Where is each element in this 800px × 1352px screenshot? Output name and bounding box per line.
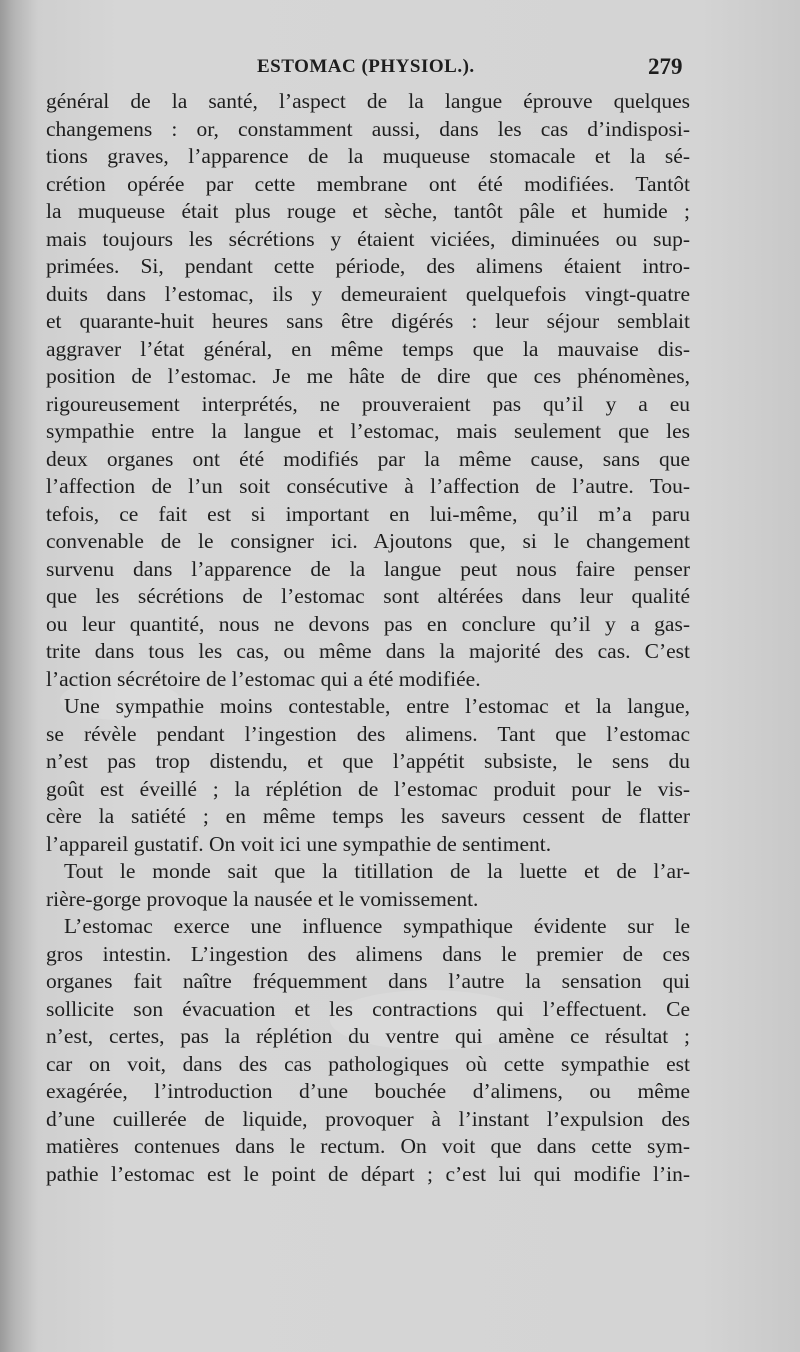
text-line: gros intestin. L’ingestion des alimens dans le premier de ces xyxy=(46,941,690,966)
text-line: aggraver l’état général, en même temps que la mauvaise dis- xyxy=(46,336,690,361)
paragraph-start-line: Une sympathie moins contestable, entre l’estomac et la langue, xyxy=(64,694,690,718)
paragraph-end-line: l’action sécrétoire de l’estomac qui a été modifiée. xyxy=(46,666,481,691)
text-line: position de l’estomac. Je me hâte de dire que ces phénomènes, xyxy=(46,364,690,388)
text-line: exagérée, l’introduction d’une bouchée d’alimens, ou même xyxy=(46,1079,690,1103)
text-line: que les sécrétions de l’estomac sont altérées dans leur qualité xyxy=(46,584,690,608)
text-line: car on voit, dans des cas pathologiques où cette sympathie est xyxy=(46,1051,690,1076)
text-line: deux organes ont été modifiés par la même cause, sans que xyxy=(46,446,690,471)
text-line: mais toujours les sécrétions y étaient viciées, diminuées ou sup- xyxy=(46,226,690,251)
text-line: sympathie entre la langue et l’estomac, mais seulement que les xyxy=(46,419,690,443)
text-line: tions graves, l’apparence de la muqueuse stomacale et la sé- xyxy=(46,144,690,168)
text-line: général de la santé, l’aspect de la langue éprouve quelques xyxy=(46,89,690,113)
text-line: se révèle pendant l’ingestion des alimens. Tant que l’estomac xyxy=(46,721,690,746)
text-line: primées. Si, pendant cette période, des alimens étaient intro- xyxy=(46,254,690,278)
text-line: rigoureusement interprétés, ne prouveraient pas qu’il y a eu xyxy=(46,391,690,416)
text-line: survenu dans l’apparence de la langue peut nous faire penser xyxy=(46,556,690,581)
text-line: n’est, certes, pas la réplétion du ventre qui amène ce résultat ; xyxy=(46,1024,690,1048)
paragraph-end-line: rière-gorge provoque la nausée et le vomissement. xyxy=(46,886,479,911)
text-line: tefois, ce fait est si important en lui-même, qu’il m’a paru xyxy=(46,501,690,526)
text-line: cère la satiété ; en même temps les saveurs cessent de flatter xyxy=(46,804,690,828)
text-line: ou leur quantité, nous ne devons pas en conclure qu’il y a gas- xyxy=(46,611,690,636)
text-line: trite dans tous les cas, ou même dans la majorité des cas. C’est xyxy=(46,639,690,663)
paragraph-start-line: Tout le monde sait que la titillation de la luette et de l’ar- xyxy=(64,859,690,883)
paragraph-end-line: l’appareil gustatif. On voit ici une sympathie de sentiment. xyxy=(46,831,552,856)
text-line: l’affection de l’un soit consécutive à l’affection de l’autre. Tou- xyxy=(46,474,690,498)
text-line: changemens : or, constamment aussi, dans les cas d’indisposi- xyxy=(46,116,690,141)
text-line: goût est éveillé ; la réplétion de l’estomac produit pour le vis- xyxy=(46,776,690,801)
text-line: la muqueuse était plus rouge et sèche, tantôt pâle et humide ; xyxy=(46,199,690,223)
running-head: ESTOMAC (PHYSIOL.). xyxy=(257,56,475,77)
text-line: convenable de le consigner ici. Ajoutons que, si le changement xyxy=(46,529,690,553)
text-line: matières contenues dans le rectum. On voit que dans cette sym- xyxy=(46,1134,690,1158)
page-header xyxy=(0,56,800,86)
page-number: 279 xyxy=(648,54,683,79)
paragraph-start-line: L’estomac exerce une influence sympathique évidente sur le xyxy=(64,914,690,938)
text-line: n’est pas trop distendu, et que l’appétit subsiste, le sens du xyxy=(46,749,690,773)
text-line: duits dans l’estomac, ils y demeuraient quelquefois vingt-quatre xyxy=(46,281,690,306)
text-line: d’une cuillerée de liquide, provoquer à l’instant l’expulsion des xyxy=(46,1106,690,1131)
body-text xyxy=(46,88,690,1188)
text-line: pathie l’estomac est le point de départ ; c’est lui qui modifie l’in- xyxy=(46,1161,690,1186)
text-line: sollicite son évacuation et les contractions qui l’effectuent. Ce xyxy=(46,996,690,1021)
text-line: organes fait naître fréquemment dans l’autre la sensation qui xyxy=(46,969,690,993)
text-line: crétion opérée par cette membrane ont été modifiées. Tantôt xyxy=(46,171,690,196)
text-line: et quarante-huit heures sans être digérés : leur séjour semblait xyxy=(46,309,690,333)
